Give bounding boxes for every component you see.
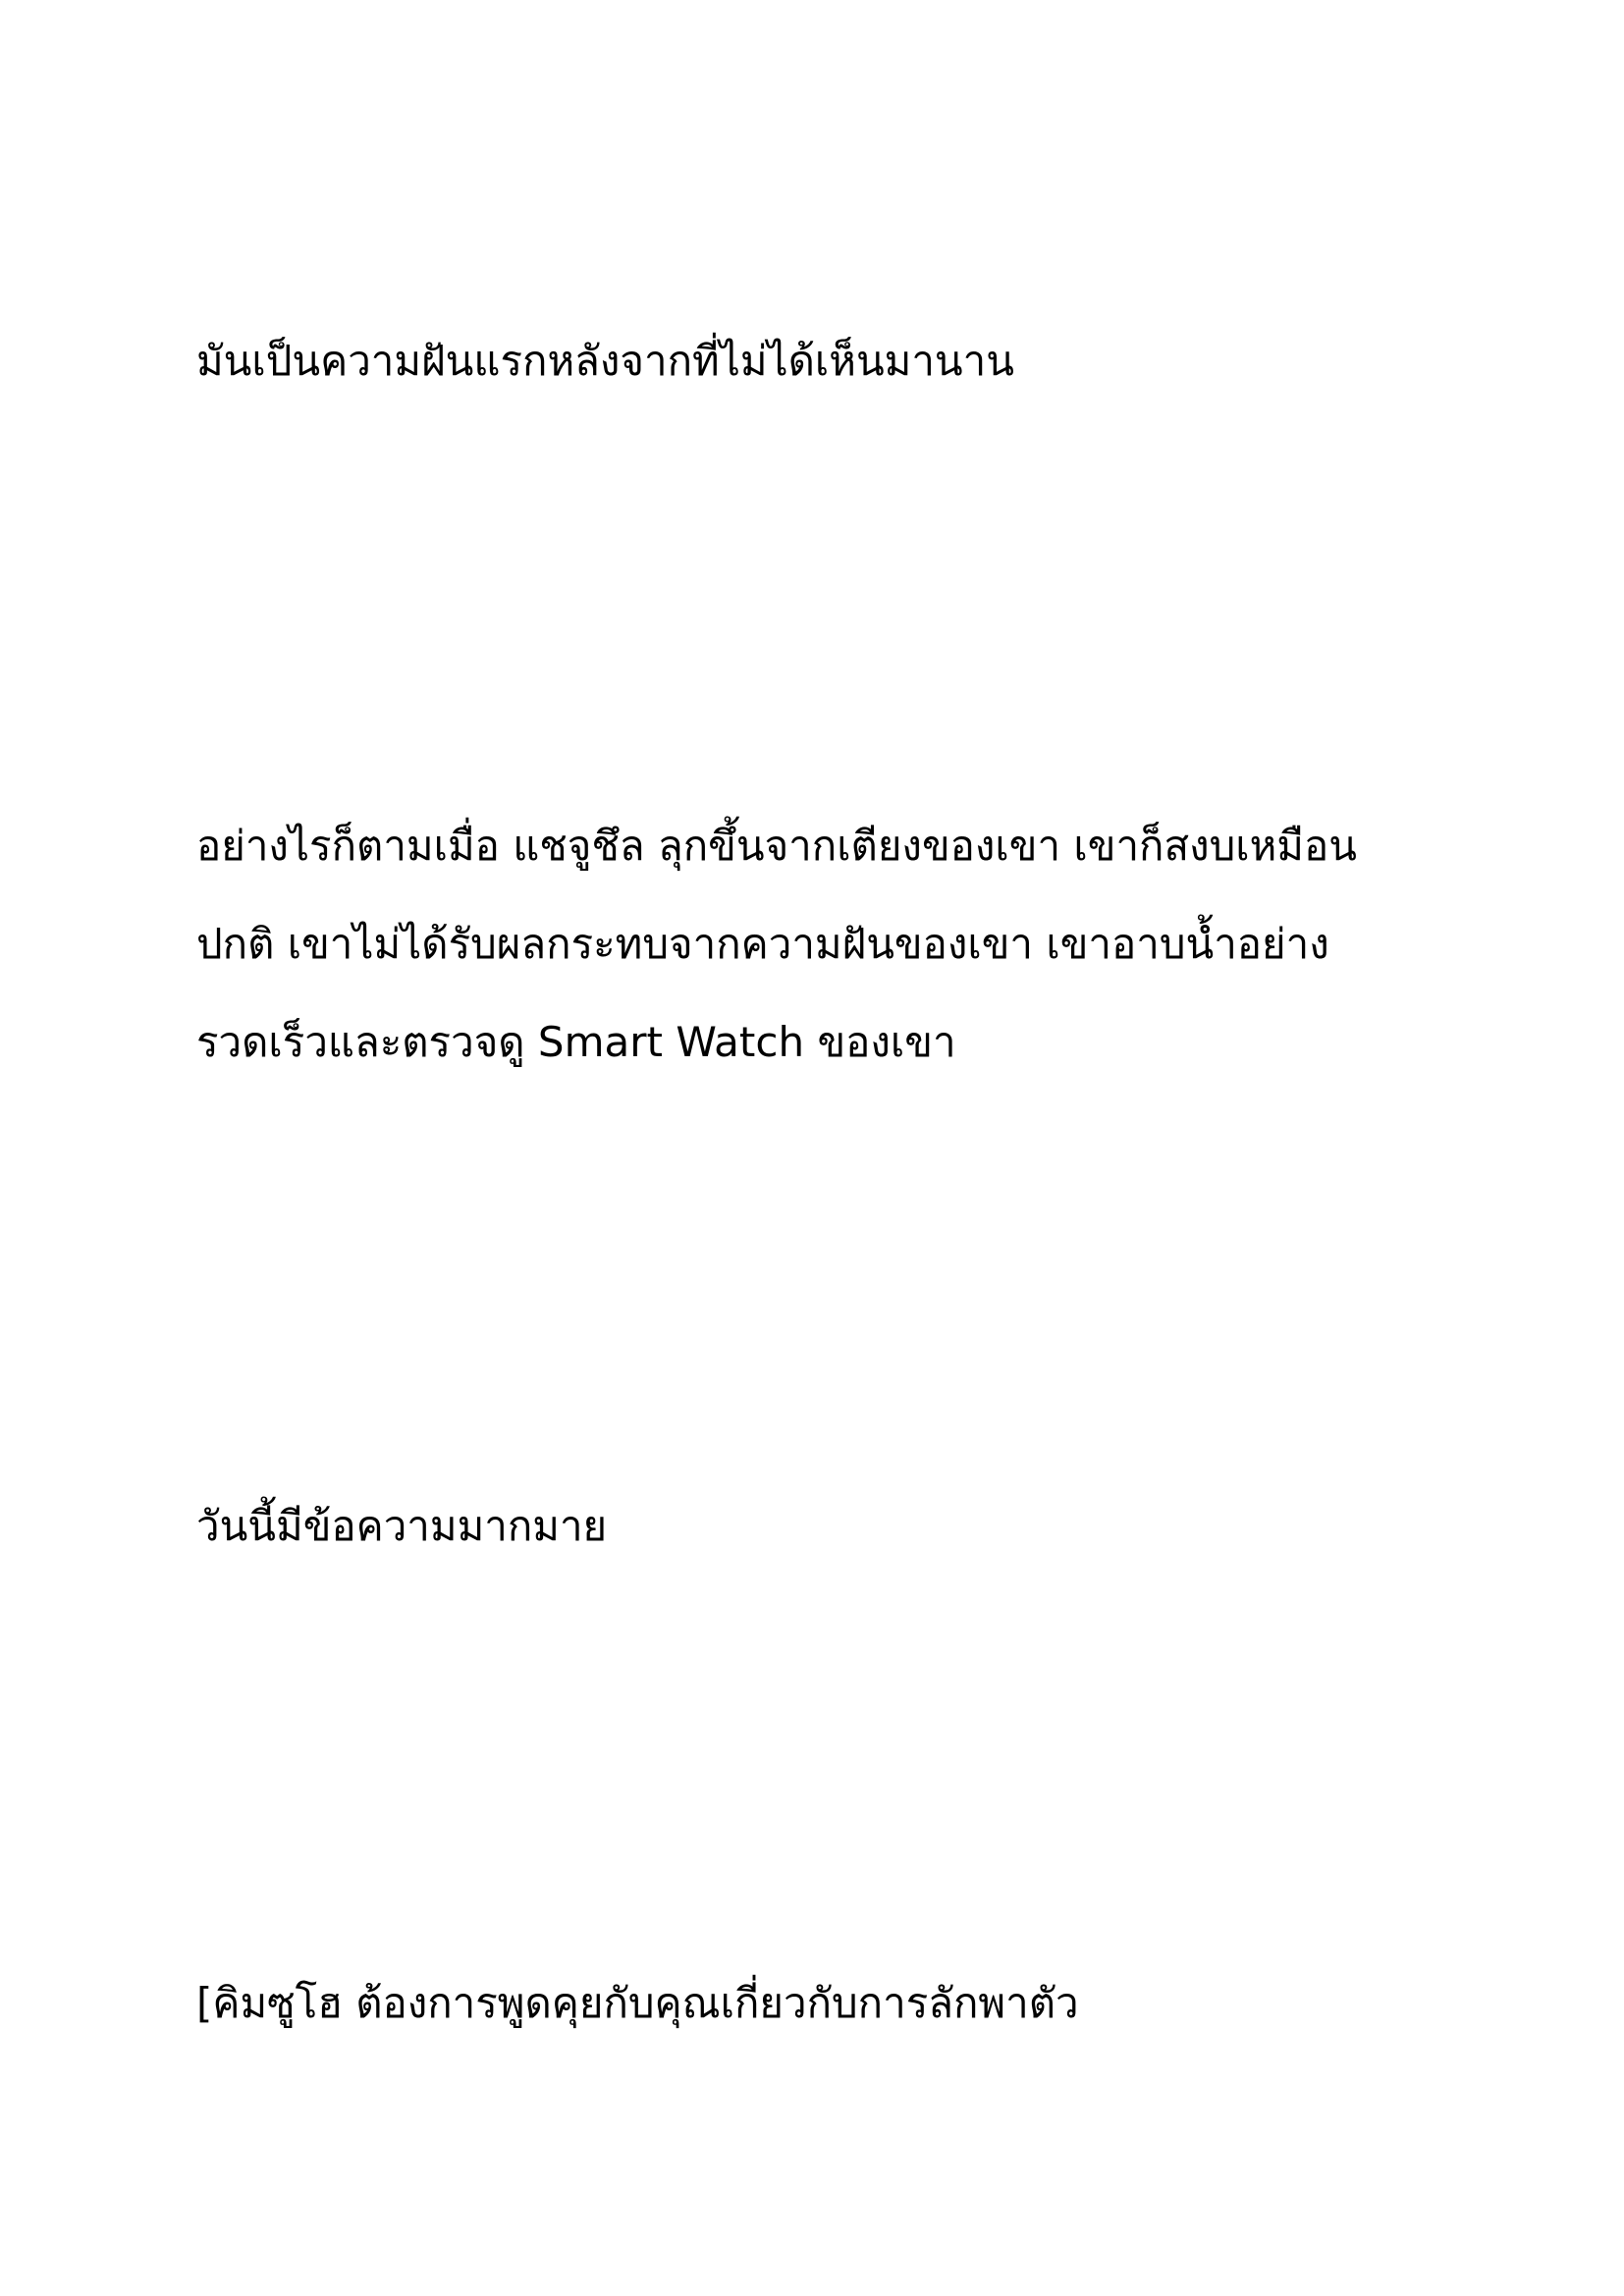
paragraph-line: ปกติ เขาไม่ได้รับผลกระทบจากความฝันของเขา เขาอาบน้ำอย่าง xyxy=(196,920,1329,968)
paragraph-line: [คิมซูโฮ ต้องการพูดคุยกับคุณเกี่ยวกับการลักพาตัว xyxy=(196,1979,1079,2027)
paragraph-system-message xyxy=(196,1954,1079,2053)
paragraph-line: รวดเร็วและตรวจดู Smart Watch ของเขา xyxy=(196,1018,956,1066)
paragraph-messages xyxy=(196,1477,607,1575)
paragraph-wake-up xyxy=(196,797,1357,1092)
paragraph-line: มันเป็นความฝันแรกหลังจากที่ไม่ได้เห็นมานาน xyxy=(196,337,1014,385)
paragraph-line: อย่างไรก็ตามเมื่อ แชจูชึล ลุกขึ้นจากเตียงของเขา เขาก็สงบเหมือน xyxy=(196,822,1357,870)
paragraph-dream-intro xyxy=(196,312,1014,410)
paragraph-line: วันนี้มีข้อความมากมาย xyxy=(196,1502,608,1550)
